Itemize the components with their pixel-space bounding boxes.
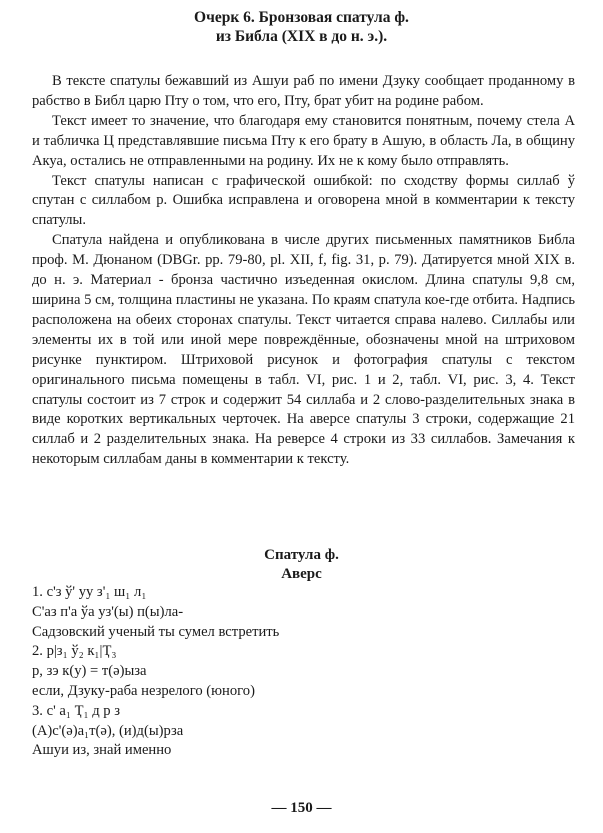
paragraph: В тексте спатулы бежавший из Ашуи раб по имени Дзуку сообщает проданному в рабство в Библ царю Пту о том, что его, Пту, брат убит на родине рабом. (32, 73, 575, 109)
paragraph: Спатула найдена и опубликована в числе других письменных памятников Библа проф. М. Дюнаном (DBGr. pp. 79-80, pl. XII, f, fig. 31, p. 79). Датируется мной XIX в. до н. э. Материал - бронза частично изъеденная окислом. Длина спатулы 9,8 см, ширина 5 см, толщина пластины не указана. По краям спатула кое-где отбита. Надпись расположена на обеих сторонах спатулы. Текст читается справа налево. Силлабы или элементы их в той или иной мере повреждённые, обозначены мной на штриховом рисунке пунктиром. Штриховой рисунок и фотография спатулы с текстом оригинального письма помещены в табл. VI, рис. 1 и 2, табл. VI, рис. 3, 4. Текст спатулы состоит из 7 строк и содержит 54 силлаба и 2 слово-разделительных знака в виде коротких вертикальных черточек. На аверсе спатулы 3 строки, содержащие 21 силлаб и 2 разделительных знака. На реверсе 4 строки из 33 силлабов. Замечания к некоторым силлабам даны в комментарии к тексту. (32, 232, 575, 468)
translation-line: если, Дзуку-раба незрелого (юного) (32, 682, 255, 699)
transliteration-line: (А)с'(ә)а₁т(ә), (и)д(ы)рза (32, 722, 184, 739)
translation-line: Ашуи из, знай именно (32, 742, 172, 759)
transliteration-line: С'аз п'а ўа уз'(ы) п(ы)ла- (32, 603, 184, 620)
transcription-line: 2. р|з₁ ў₂ к₁|Ҭ₃ (32, 643, 117, 660)
transcription-line: 1. с'з ў' уу з'₁ ш₁ л₁ (32, 584, 147, 600)
body-text (32, 72, 575, 470)
section-heading (0, 546, 603, 584)
transliteration-line: р, зэ к(у) = т(ә)ыза (32, 663, 147, 680)
transcription-lines (32, 583, 572, 761)
section-subtitle: Аверс (281, 566, 322, 582)
page-number: — 150 — (271, 800, 332, 816)
paragraph: Текст имеет то значение, что благодаря ему становится понятным, почему стела А и табличка Ц представлявшие письма Пту к его брату в Ашую, в область Ла, в общину Акуа, остались не отправленными на родину. Их не к кому было отправлять. (32, 112, 575, 169)
section-title: Спатула ф. (264, 547, 339, 563)
chapter-title-line-2: из Библа (XIX в до н. э.). (215, 28, 388, 45)
chapter-title (0, 8, 603, 46)
transcription-line: 3. с' а₁ Ҭ₁ д р з (32, 702, 120, 719)
paragraph: Текст спатулы написан с графической ошибкой: по сходству формы силлаб ў спутан с силлабом р. Ошибка исправлена и оговорена мной в комментарии к тексту спатулы. (32, 172, 575, 229)
translation-line: Садзовский ученый ты сумел встретить (32, 623, 280, 640)
chapter-title-line-1: Очерк 6. Бронзовая спатула ф. (194, 9, 409, 26)
